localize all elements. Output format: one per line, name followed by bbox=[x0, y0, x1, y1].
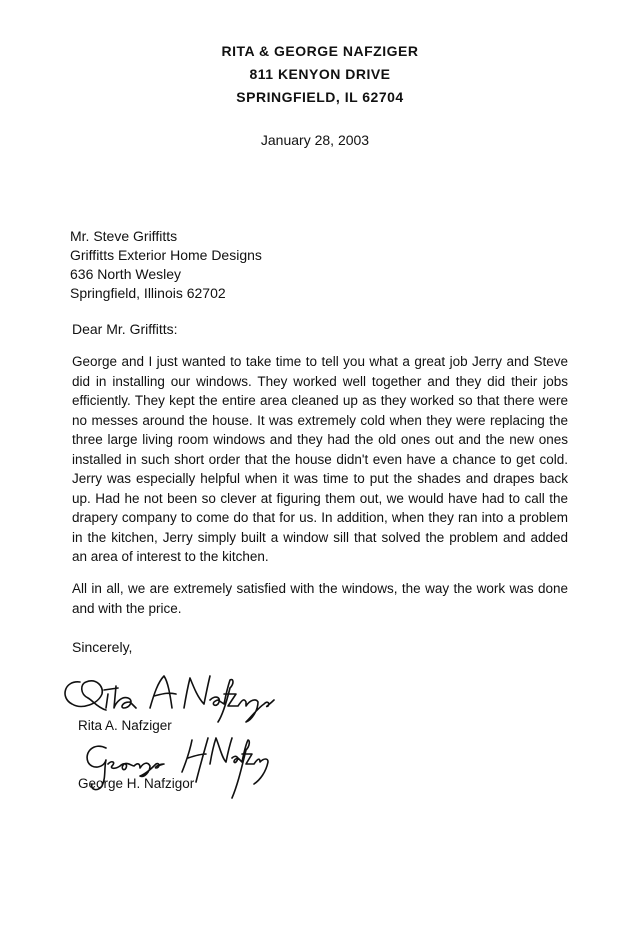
letterhead-street: 811 KENYON DRIVE bbox=[249, 66, 391, 82]
body-paragraph: All in all, we are extremely satisfied with the windows, the way the work was done and with the price. bbox=[72, 581, 568, 616]
recipient-name: Mr. Steve Griffitts bbox=[70, 228, 178, 244]
letterhead bbox=[0, 40, 640, 109]
recipient-city: Springfield, Illinois 62702 bbox=[70, 285, 226, 301]
letterhead-city: SPRINGFIELD, IL 62704 bbox=[236, 89, 404, 105]
signer-name-george: George H. Nafzigor bbox=[78, 776, 195, 791]
salutation: Dear Mr. Griffitts: bbox=[72, 321, 178, 337]
signer-name-rita: Rita A. Nafziger bbox=[78, 718, 172, 733]
signature-rita bbox=[58, 664, 278, 724]
body-paragraph: George and I just wanted to take time to tell you what a great job Jerry and Steve did in installing our windows. They worked well together and they did their jobs efficiently. They kept the entire area cleaned up as they worked so that there were no messes around the house. It was extremely cold when they were replacing the three large living room windows and they had the old ones out and the new ones installed in such short order that the house didn't even have a chance to get cold. Jerry was especially helpful when it was time to put the shades and drapes back up. Had he not been so clever at figuring them out, we would have had to call the drapery company to come do that for us. In addition, when they ran into a problem in the kitchen, Jerry simply built a window sill that solved the problem and added an area of interest to the kitchen. bbox=[72, 354, 568, 564]
recipient-address bbox=[70, 227, 262, 303]
letter-date: January 28, 2003 bbox=[260, 132, 370, 148]
recipient-street: 636 North Wesley bbox=[70, 266, 182, 282]
closing: Sincerely, bbox=[72, 639, 133, 655]
letterhead-names: RITA & GEORGE NAFZIGER bbox=[221, 43, 419, 59]
recipient-company: Griffitts Exterior Home Designs bbox=[70, 247, 262, 263]
